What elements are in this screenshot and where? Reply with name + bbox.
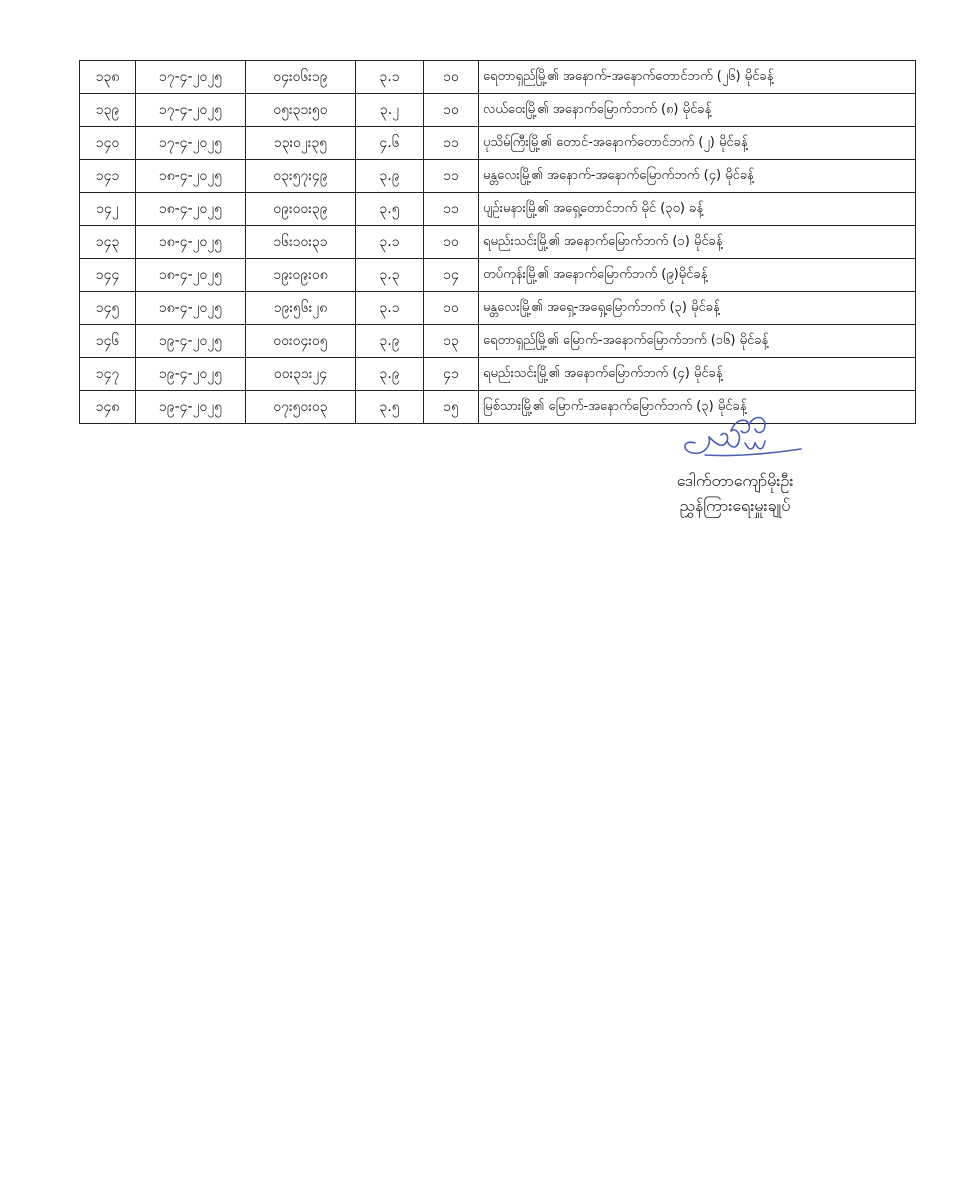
cell-magnitude: ၃.၁ xyxy=(356,226,424,259)
cell-date: ၁၈-၄-၂၀၂၅ xyxy=(136,193,246,226)
cell-number: ၁၄၄ xyxy=(80,259,136,292)
cell-date: ၁၈-၄-၂၀၂၅ xyxy=(136,259,246,292)
cell-time: ၀၀း၀၄း၀၅ xyxy=(246,325,356,358)
cell-location: မန္တလေးမြို့၏ အနောက်-အနောက်မြောက်ဘက် (၄) မိုင်ခန့် xyxy=(479,160,916,193)
earthquake-table xyxy=(79,60,916,424)
cell-date: ၁၇-၄-၂၀၂၅ xyxy=(136,94,246,127)
cell-time: ၀၄း၀၆း၁၉ xyxy=(246,61,356,94)
table-row xyxy=(80,226,916,259)
cell-time: ၁၃း၀၂း၃၅ xyxy=(246,127,356,160)
cell-date: ၁၈-၄-၂၀၂၅ xyxy=(136,292,246,325)
table-row xyxy=(80,127,916,160)
cell-depth: ၄၁ xyxy=(424,358,479,391)
table-row xyxy=(80,325,916,358)
cell-depth: ၁၄ xyxy=(424,259,479,292)
cell-location: ရမည်းသင်းမြို့၏ အနောက်မြောက်ဘက် (၁) မိုင်ခန့် xyxy=(479,226,916,259)
handwritten-signature-icon xyxy=(665,405,805,467)
cell-time: ၀၀း၃၁း၂၄ xyxy=(246,358,356,391)
cell-number: ၁၃၉ xyxy=(80,94,136,127)
cell-depth: ၁၅ xyxy=(424,391,479,424)
earthquake-table-body xyxy=(80,61,916,424)
cell-magnitude: ၃.၁ xyxy=(356,61,424,94)
cell-location: တပ်ကုန်းမြို့၏ အနောက်မြောက်ဘက် (၉)မိုင်ခန့် xyxy=(479,259,916,292)
cell-magnitude: ၃.၉ xyxy=(356,325,424,358)
cell-depth: ၁၀ xyxy=(424,226,479,259)
cell-number: ၁၃၈ xyxy=(80,61,136,94)
signature-block xyxy=(620,405,850,519)
cell-date: ၁၇-၄-၂၀၂၅ xyxy=(136,61,246,94)
cell-magnitude: ၃.၉ xyxy=(356,358,424,391)
cell-date: ၁၈-၄-၂၀၂၅ xyxy=(136,160,246,193)
cell-magnitude: ၃.၅ xyxy=(356,391,424,424)
cell-number: ၁၄၂ xyxy=(80,193,136,226)
cell-date: ၁၈-၄-၂၀၂၅ xyxy=(136,226,246,259)
cell-number: ၁၄၁ xyxy=(80,160,136,193)
signer-title: ညွှန်ကြားရေးမှူးချုပ် xyxy=(679,496,791,515)
cell-number: ၁၄၈ xyxy=(80,391,136,424)
cell-depth: ၁၀ xyxy=(424,292,479,325)
cell-number: ၁၄၆ xyxy=(80,325,136,358)
table-row xyxy=(80,160,916,193)
signer-name: ဒေါက်တာကျော်မိုးဦး xyxy=(676,471,794,490)
cell-depth: ၁၀ xyxy=(424,61,479,94)
cell-location: ရမည်းသင်းမြို့၏ အနောက်မြောက်ဘက် (၄) မိုင်ခန့် xyxy=(479,358,916,391)
cell-location: ပုသိမ်ကြီးမြို့၏ တောင်-အနောက်တောင်ဘက် (၂) မိုင်ခန့် xyxy=(479,127,916,160)
cell-date: ၁၉-၄-၂၀၂၅ xyxy=(136,325,246,358)
cell-magnitude: ၃.၉ xyxy=(356,160,424,193)
cell-time: ၀၃း၅၇း၄၉ xyxy=(246,160,356,193)
cell-location: ရေတာရှည်မြို့၏ အနောက်-အနောက်တောင်ဘက် (၂၆) မိုင်ခန့် xyxy=(479,61,916,94)
cell-magnitude: ၃.၁ xyxy=(356,292,424,325)
cell-time: ၀၉း၀၀း၃၉ xyxy=(246,193,356,226)
table-row xyxy=(80,193,916,226)
cell-time: ၀၅း၃၁း၅၀ xyxy=(246,94,356,127)
cell-number: ၁၄၅ xyxy=(80,292,136,325)
cell-date: ၁၇-၄-၂၀၂၅ xyxy=(136,127,246,160)
cell-time: ၁၆း၁၀း၃၁ xyxy=(246,226,356,259)
cell-depth: ၁၁ xyxy=(424,193,479,226)
cell-number: ၁၄၀ xyxy=(80,127,136,160)
cell-depth: ၁၁ xyxy=(424,127,479,160)
cell-number: ၁၄၃ xyxy=(80,226,136,259)
table-row xyxy=(80,259,916,292)
cell-location: ပျဉ်းမနားမြို့၏ အရှေ့တောင်ဘက် မိုင် (၃၀) ခန့် xyxy=(479,193,916,226)
cell-time: ၁၉း၀၉း၀၈ xyxy=(246,259,356,292)
cell-date: ၁၉-၄-၂၀၂၅ xyxy=(136,391,246,424)
cell-magnitude: ၃.၂ xyxy=(356,94,424,127)
cell-location: မန္တလေးမြို့၏ အရှေ့-အရှေ့မြောက်ဘက် (၃) မိုင်ခန့် xyxy=(479,292,916,325)
table-row xyxy=(80,94,916,127)
cell-location: မြစ်သားမြို့၏ မြောက်-အနောက်မြောက်ဘက် (၃) မိုင်ခန့် xyxy=(479,391,916,424)
cell-time: ၀၇း၅၀း၀၃ xyxy=(246,391,356,424)
cell-time: ၁၉း၅၆း၂၈ xyxy=(246,292,356,325)
cell-magnitude: ၃.၃ xyxy=(356,259,424,292)
cell-magnitude: ၃.၅ xyxy=(356,193,424,226)
cell-depth: ၁၁ xyxy=(424,160,479,193)
cell-location: ရေတာရှည်မြို့၏ မြောက်-အနောက်မြောက်ဘက် (၁၆) မိုင်ခန့် xyxy=(479,325,916,358)
cell-location: လယ်ဝေးမြို့၏ အနောက်မြောက်ဘက် (၈) မိုင်ခန့် xyxy=(479,94,916,127)
cell-date: ၁၉-၄-၂၀၂၅ xyxy=(136,358,246,391)
cell-depth: ၁၀ xyxy=(424,94,479,127)
table-row xyxy=(80,358,916,391)
cell-depth: ၁၃ xyxy=(424,325,479,358)
cell-magnitude: ၄.၆ xyxy=(356,127,424,160)
table-row xyxy=(80,61,916,94)
table-row xyxy=(80,292,916,325)
cell-number: ၁၄၇ xyxy=(80,358,136,391)
